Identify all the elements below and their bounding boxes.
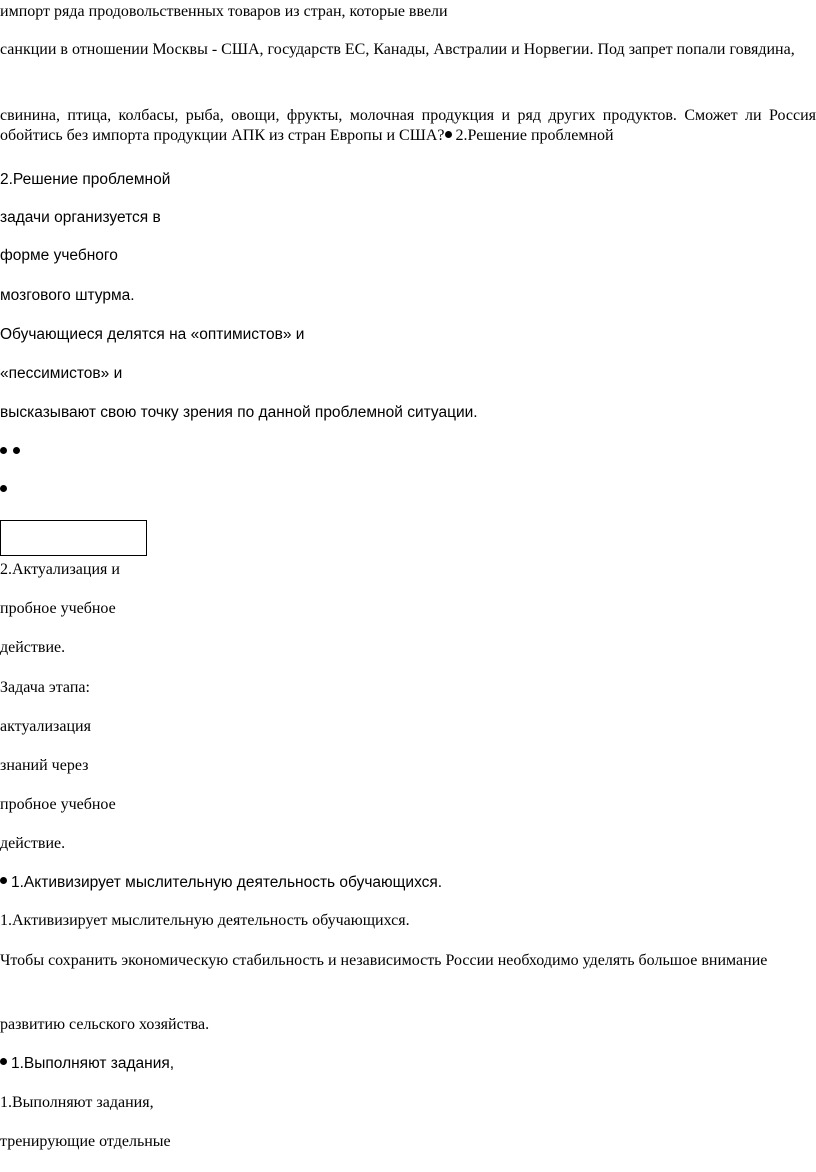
agriculture-line: развитию сельского хозяйства.	[0, 1016, 210, 1033]
stability-line: Чтобы сохранить экономическую стабильность и независимость России необходимо уделять большое внимание	[0, 952, 768, 969]
activates-line: 1.Активизирует мыслительную деятельность обучающихся.	[0, 912, 410, 929]
solution-line-3: форме учебного	[0, 247, 118, 264]
actualization-line-4: Задача этапа:	[0, 679, 90, 696]
paragraph-sanctions: санкции в отношении Москвы - США, государств ЕС, Канады, Австралии и Норвегии. Под запрет попали говядина,	[0, 41, 795, 58]
actualization-line-3: действие.	[0, 639, 66, 656]
actualization-line-2: пробное учебное	[0, 600, 116, 617]
solution-line-2: задачи организуется в	[0, 209, 161, 226]
training-line: тренирующие отдельные	[0, 1133, 171, 1150]
bullet-row-single	[0, 480, 7, 500]
bullet-row-double	[0, 442, 20, 462]
paragraph-products	[0, 106, 816, 146]
tasks-line: 1.Выполняют задания,	[0, 1094, 154, 1111]
paragraph-products-text: свинина, птица, колбасы, рыба, овощи, фрукты, молочная продукция и ряд других продуктов. Сможет ли Россия обойтись без импорта продукции АПК из стран Европы и США?	[0, 107, 816, 144]
actualization-line-8: действие.	[0, 835, 66, 852]
bullet-icon	[0, 447, 7, 454]
solution-line-5: Обучающиеся делятся на «оптимистов» и	[0, 326, 305, 343]
empty-box	[0, 520, 147, 556]
bullet-tasks-text: 1.Выполняют задания,	[11, 1055, 175, 1072]
bullet-icon	[0, 877, 7, 884]
solution-line-6: «пессимистов» и	[0, 365, 123, 382]
solution-line-7: высказывают свою точку зрения по данной проблемной ситуации.	[0, 404, 478, 421]
solution-line-4: мозгового штурма.	[0, 287, 135, 304]
bullet-activates-text: 1.Активизирует мыслительную деятельность обучающихся.	[11, 874, 443, 891]
actualization-line-1: 2.Актуализация и	[0, 561, 120, 578]
actualization-line-6: знаний через	[0, 757, 89, 774]
bullet-icon	[0, 485, 7, 492]
bullet-tasks	[0, 1054, 174, 1074]
actualization-line-7: пробное учебное	[0, 796, 116, 813]
solution-line-1: 2.Решение проблемной	[0, 171, 171, 188]
actualization-line-5: актуализация	[0, 718, 91, 735]
bullet-icon	[0, 1058, 7, 1065]
paragraph-import: импорт ряда продовольственных товаров из стран, которые ввели	[0, 3, 448, 20]
bullet-icon	[445, 131, 452, 138]
paragraph-products-tail: 2.Решение проблемной	[455, 127, 614, 144]
bullet-activates	[0, 873, 442, 893]
bullet-icon	[13, 447, 20, 454]
